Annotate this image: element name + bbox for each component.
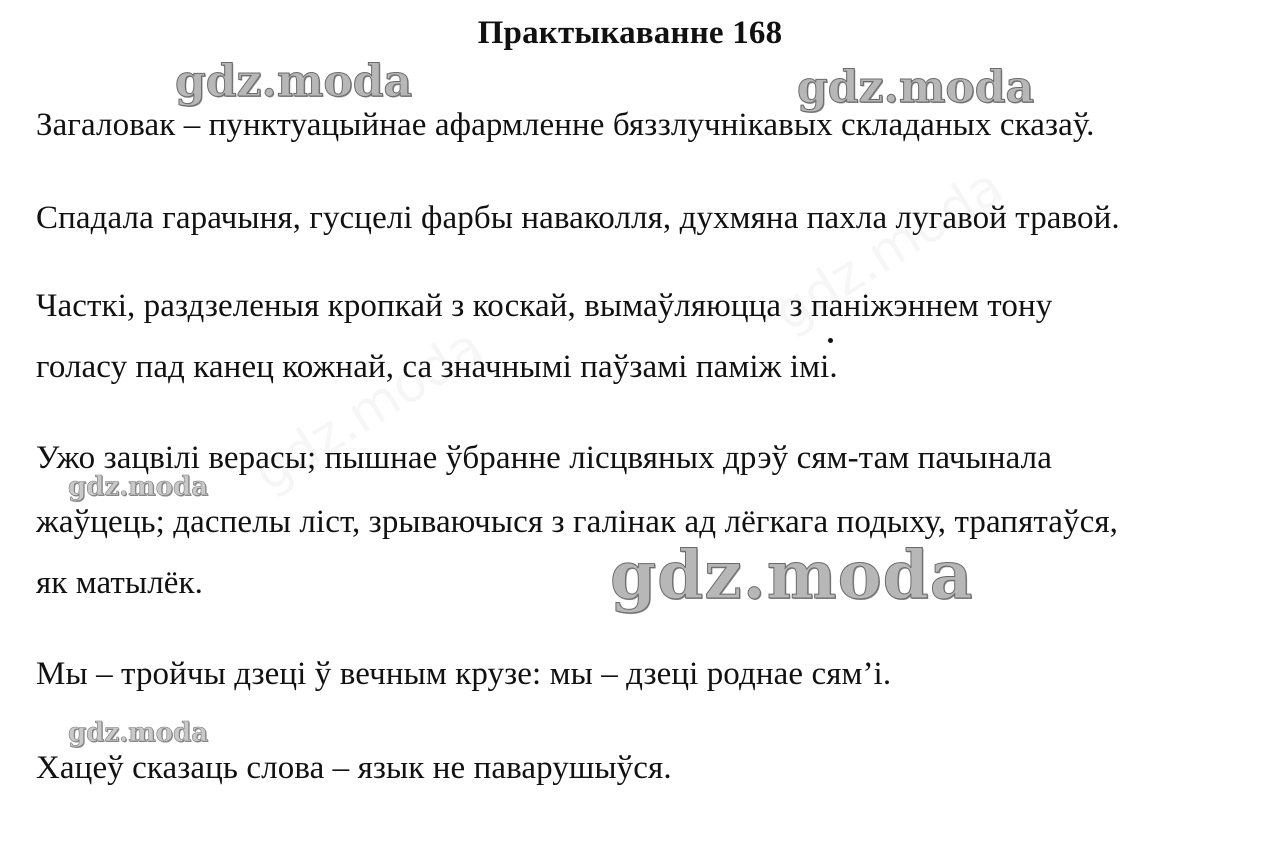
paragraph-line: голасу пад канец кожнай, са значнымі паўзамі паміж імі. bbox=[36, 349, 838, 385]
paragraph-line: Хацеў сказаць слова – язык не паварушыўся. bbox=[36, 750, 672, 786]
paragraph-line: Часткі, раздзеленыя кропкай з коскай, вымаўляюцца з паніжэннем тону bbox=[36, 288, 1053, 324]
paragraph-line: жаўцець; даспелы ліст, зрываючыся з галінак ад лёгкага подыху, трапятаўся, bbox=[36, 504, 1118, 540]
paragraph-line: Ужо зацвілі верасы; пышнае ўбранне лісцвяных дрэў сям-там пачынала bbox=[36, 440, 1052, 476]
paragraph-line: Спадала гарачыня, гусцелі фарбы наваколля, духмяна пахла лугавой травой. bbox=[36, 200, 1120, 236]
watermark-logo: gdz.moda bbox=[797, 62, 1035, 113]
stray-dot bbox=[828, 338, 833, 343]
paragraph-line: як матылёк. bbox=[36, 565, 204, 601]
watermark-logo: gdz.moda bbox=[610, 536, 974, 614]
watermark-logo: gdz.moda bbox=[68, 718, 209, 748]
watermark-logo: gdz.moda bbox=[175, 56, 413, 107]
page-title: Практыкаванне 168 bbox=[477, 15, 783, 51]
watermark-logo: gdz.moda bbox=[68, 472, 209, 502]
paragraph-line: Загаловак – пунктуацыйнае афармленне бяззлучнікавых складаных сказаў. bbox=[36, 107, 1095, 143]
paragraph-line: Мы – тройчы дзеці ў вечным крузе: мы – дзеці роднае сям’і. bbox=[36, 656, 892, 692]
